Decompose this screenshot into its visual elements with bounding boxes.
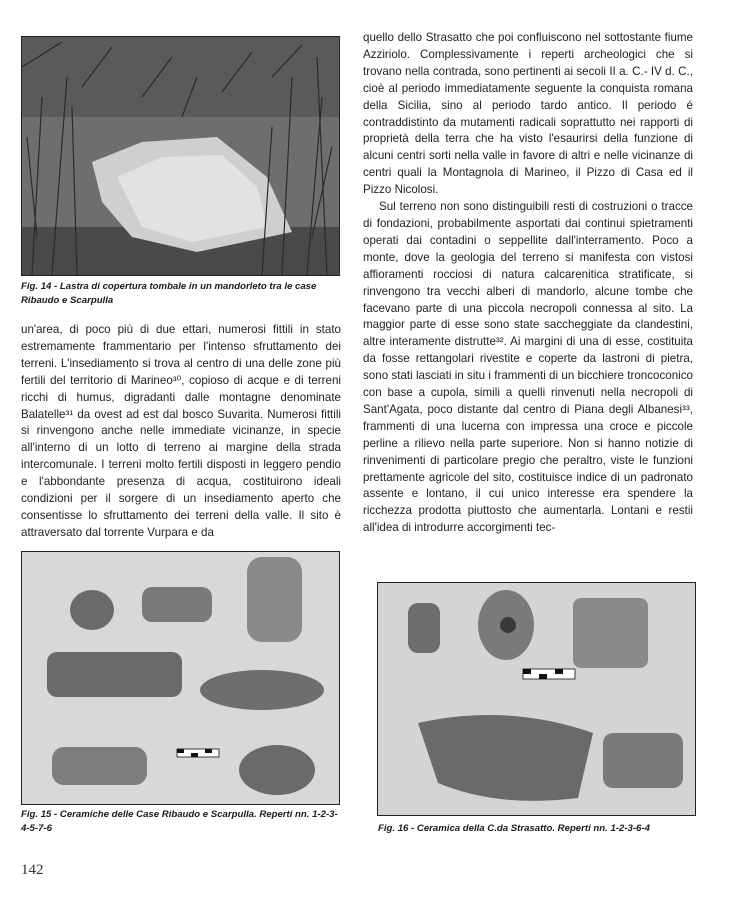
right-column	[363, 30, 693, 537]
figure-16-caption: Fig. 16 - Ceramica della C.da Strasatto. Reperti nn. 1-2-3-6-4	[378, 823, 650, 834]
right-paragraph-1: quello dello Strasatto che poi confluiscono nel sottostante fiume Azziriolo. Complessivamente i reperti archeologici che si trovano nella contrada, sono pertinenti ai secoli II a. C.- IV d. C., cioè al periodo immediatamente seguente la conquista romana della Sicilia, sino al periodo tardo antico. Il periodo é contraddistinto da mutamenti radicali soprattutto nei rapporti di proprietà della terra che ha visto l'esaurirsi della funzione di alcuni centri sorti nella valle in favore di altri e nelle vicinanze di centri quali la Montagnola di Marineo, il Pizzo di Casa ed il Pizzo Nicolosi.	[363, 31, 693, 197]
left-column	[21, 322, 341, 542]
page-number: 142	[21, 862, 44, 878]
left-paragraph: un'area, di poco più di due ettari, numerosi fittili in stato estremamente frammentario per l'intenso sfruttamento dei terreni. L'insediamento si trova al centro di una delle zone più fertili del territorio di Marineo³⁰, copioso di acque e di terreni ricchi di humus, digradanti dalle montagne denominate Balatelle³¹ da ovest ad est dal bosco Suvarita. Numerosi fittili si rinvengono anche nelle immediate vicinanze, in specie all'interno di un lotto di terreno ai margine della strada intercomunale. I terreni molto fertili disposti in leggero pendio e l'abbondante presenza di acqua, costituirono ideali condizioni per il sorgere di un insediamento aperto che consentisse lo sfruttamento dei terreni della valle. Il sito è attraversato dal torrente Vurpara e da	[21, 323, 341, 539]
figure-14-photo	[21, 36, 340, 276]
figure-15-photo	[21, 551, 340, 805]
figure-16-photo	[377, 582, 696, 816]
right-paragraph-2: Sul terreno non sono distinguibili resti di costruzioni o tracce di fondazioni, probabilmente asportati dai continui spietramenti operati dai contadini o seppellite dall'interramento. Poco a monte, dove la geologia del terreno si manifesta con vistosi affioramenti rocciosi di natura calcarenitica stratificate, si rinvengono tra vecchi alberi di mandorlo, alcune tombe che facevano parte di una piccola necropoli connessa al sito. La maggior parte di esse sono state saccheggiate da clandestini, altre interamente distrutte³². Ai margini di una di esse, costituita da fosse rettangolari rivestite e coperte da lastroni di pietra, sono stati lasciati in situ i frammenti di un bicchiere troncoconico con base a cupola, simili a quelli rinvenuti nella necropoli di Sant'Agata, poco distante dal centro di Piana degli Albanesi³³, frammenti di una lucerna con impressa una croce e piccole perline a rilievo nella parte superiore. Non si hanno notizie di rinvenimenti di particolare pregio che peraltro, viste le funzioni prettamente agricole del sito, costituisce indice di un padronato assente e lontano, il cui unico interesse era spendere la ricchezza prodotta piuttosto che aumentarla. Lontani e restii all'idea di introdurre accorgimenti tec-	[363, 200, 693, 535]
figure-14-caption: Fig. 14 - Lastra di copertura tombale in un mandorleto tra le case Ribaudo e Scarpulla	[21, 281, 317, 306]
figure-15-caption: Fig. 15 - Ceramiche delle Case Ribaudo e Scarpulla. Reperti nn. 1-2-3-4-5-7-6	[21, 809, 338, 834]
